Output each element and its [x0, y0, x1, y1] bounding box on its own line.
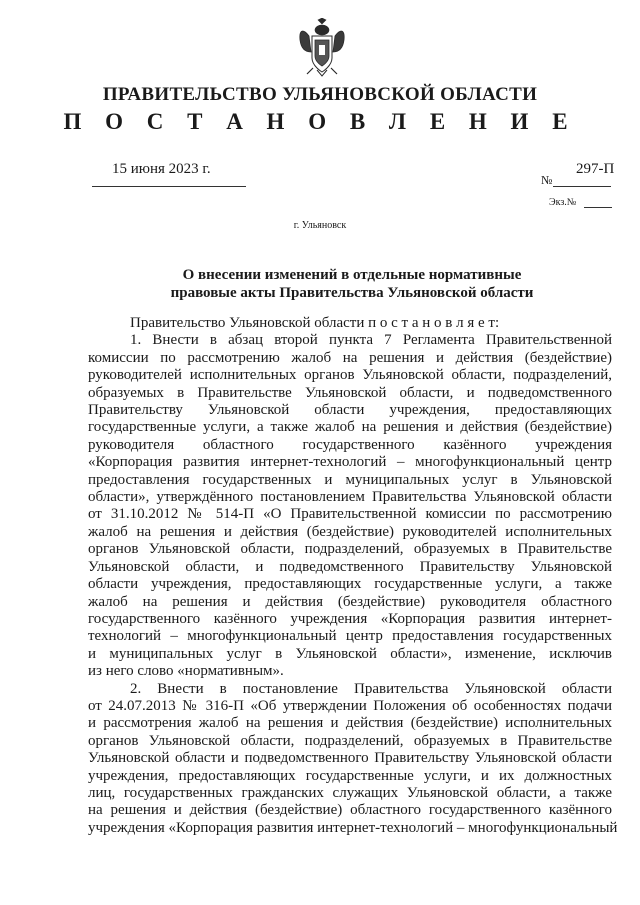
body-line: органов Ульяновской области, подразделений, образуемых в Правительстве: [88, 541, 612, 558]
body-line: 1. Внести в абзац второй пункта 7 Регламента Правительственной: [130, 332, 612, 349]
body-line: органов Ульяновской области, подразделений, образуемых в Правительстве: [88, 732, 612, 749]
body-line: области», утверждённого постановлением Правительства Ульяновской области: [88, 489, 612, 506]
body-line: и муниципальных услуг в Ульяновской области», изменение, исключив: [88, 645, 612, 662]
body-line: 2. Внести в постановление Правительства Ульяновской области: [130, 680, 612, 697]
body-line: лиц, государственных гражданских служащих Ульяновской области, а также: [88, 784, 612, 801]
body-line: технологий – многофункциональный центр предоставления государственных: [88, 628, 612, 645]
number-label: №: [541, 173, 553, 187]
body-line: Ульяновской области и подведомственного Правительству Ульяновской области: [88, 750, 612, 767]
coat-of-arms-emblem: [297, 18, 347, 78]
date-underline: [92, 186, 246, 187]
body-line: области учреждения, предоставляющих государственные услуги, а также: [88, 576, 612, 593]
body-line: государственные услуги, а также жалоб на решения и действия (бездействие): [88, 419, 612, 436]
document-date: 15 июня 2023 г.: [112, 161, 211, 177]
body-line: руководителя областного государственного казённого учреждения: [88, 436, 612, 453]
heading-line-2: правовые акты Правительства Ульяновской области: [170, 285, 534, 301]
body-line: и рассмотрения жалоб на решения и действия (бездействие) исполнительных: [88, 715, 612, 732]
body-line: учреждения «Корпорация развития интернет-технологий – многофункциональный: [88, 819, 618, 836]
body-line: из него слово «нормативным».: [88, 663, 284, 680]
body-line: от 24.07.2013 № 316-П «Об утверждении Положения об особенностях подачи: [88, 697, 612, 714]
copy-number-label: Экз.№: [549, 197, 577, 208]
body-line: «Корпорация развития интернет-технологий – многофункциональный центр: [88, 454, 612, 471]
copy-number-underline: [584, 207, 612, 208]
body-line: от 31.10.2012 № 514-П «О Правительственной комиссии по рассмотрению: [88, 506, 612, 523]
number-underline: [553, 186, 611, 187]
body-line: руководителей исполнительных органов Ульяновской области, подразделений,: [88, 367, 612, 384]
body-line: учреждения, предоставляющих государственные услуги, и их должностных: [88, 767, 612, 784]
body-line: жалоб на решения и действия (бездействие) руководителя областного: [88, 593, 612, 610]
body-line: Правительство Ульяновской области п о с т а н о в л я е т:: [130, 315, 500, 331]
body-line: Ульяновской области, и подведомственного Правительству Ульяновской: [88, 558, 612, 575]
document-body: [88, 315, 618, 837]
city-name: г. Ульяновск: [293, 220, 347, 231]
body-line: государственного казённого учреждения «Корпорация развития интернет-: [88, 610, 612, 627]
heading-line-1: О внесении изменений в отдельные нормативные: [182, 267, 522, 283]
document-type: П О С Т А Н О В Л Е Н И Е: [63, 109, 577, 134]
document-number: 297-П: [576, 161, 615, 177]
government-title: ПРАВИТЕЛЬСТВО УЛЬЯНОВСКОЙ ОБЛАСТИ: [102, 84, 538, 105]
body-line: образуемых в Правительстве Ульяновской области, и подведомственного: [88, 384, 612, 401]
body-line: предоставления государственных и муниципальных услуг в Ульяновской: [88, 471, 612, 488]
document-heading: [0, 266, 640, 302]
body-line: жалоб на решения и действия (бездействие) руководителей исполнительных: [88, 523, 612, 540]
body-line: Правительству Ульяновской области учреждения, предоставляющих: [88, 402, 612, 419]
body-line: на решения и действия (бездействие) областного государственного казённого: [88, 802, 612, 819]
body-line: комиссии по рассмотрению жалоб на решения и действия (бездействие): [88, 349, 612, 366]
